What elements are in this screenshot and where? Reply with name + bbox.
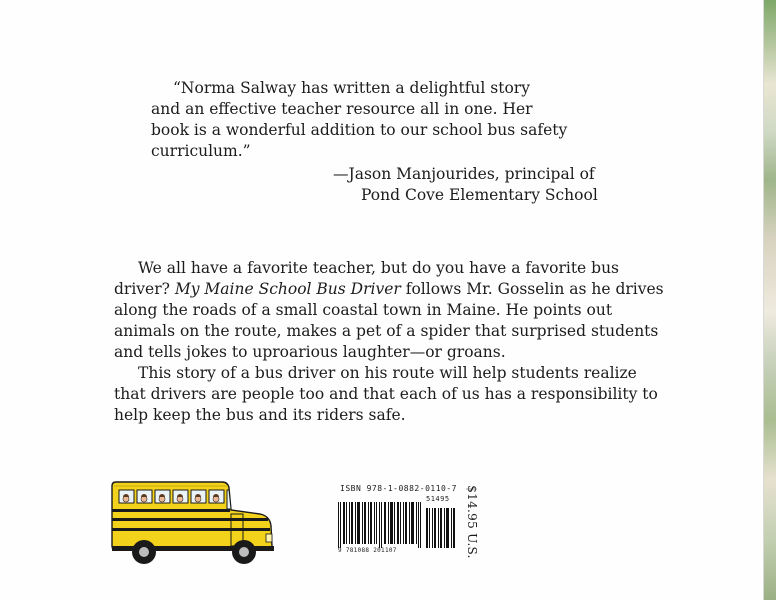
quote-attribution bbox=[333, 164, 598, 206]
quote-line: and an effective teacher resource all in one. Her bbox=[151, 100, 533, 118]
blurb-line: and tells jokes to uproarious laughter—or groans. bbox=[114, 343, 506, 361]
book-description bbox=[114, 258, 694, 426]
quote-line: book is a wonderful addition to our school bus safety bbox=[151, 121, 568, 139]
school-bus-icon bbox=[110, 476, 278, 568]
school-bus-illustration bbox=[110, 476, 278, 568]
blurb-line: help keep the bus and its riders safe. bbox=[114, 406, 406, 424]
price-text: $14.95 U.S. bbox=[465, 485, 479, 559]
barcode-digits: 9 781088 201107 bbox=[338, 547, 397, 554]
book-title: My Maine School Bus Driver bbox=[174, 280, 401, 298]
quote-line: curriculum.” bbox=[151, 142, 251, 160]
blurb-text: driver? bbox=[114, 280, 175, 298]
blurb-line bbox=[114, 279, 694, 300]
blurb-line: animals on the route, makes a pet of a spider that surprised students bbox=[114, 322, 659, 340]
endorsement-quote bbox=[151, 78, 611, 162]
blurb-text: follows Mr. Gosselin as he drives bbox=[400, 280, 664, 298]
blurb-line: that drivers are people too and that each of us has a responsibility to bbox=[114, 385, 658, 403]
attribution-name: —Jason Manjourides, principal of bbox=[333, 165, 595, 183]
barcode-addon-number: 51495 bbox=[426, 495, 450, 503]
attribution-school: Pond Cove Elementary School bbox=[361, 186, 598, 204]
isbn-number: ISBN 978-1-0882-0110-7 bbox=[340, 484, 457, 493]
blurb-line: This story of a bus driver on his route will help students realize bbox=[138, 364, 637, 382]
barcode-bars bbox=[336, 502, 456, 548]
blurb-line: along the roads of a small coastal town in Maine. He points out bbox=[114, 301, 613, 319]
quote-line: “Norma Salway has written a delightful story bbox=[173, 79, 530, 97]
blurb-line: We all have a favorite teacher, but do you have a favorite bus bbox=[138, 259, 620, 277]
front-cover-edge bbox=[763, 0, 776, 600]
price-label bbox=[452, 480, 492, 564]
